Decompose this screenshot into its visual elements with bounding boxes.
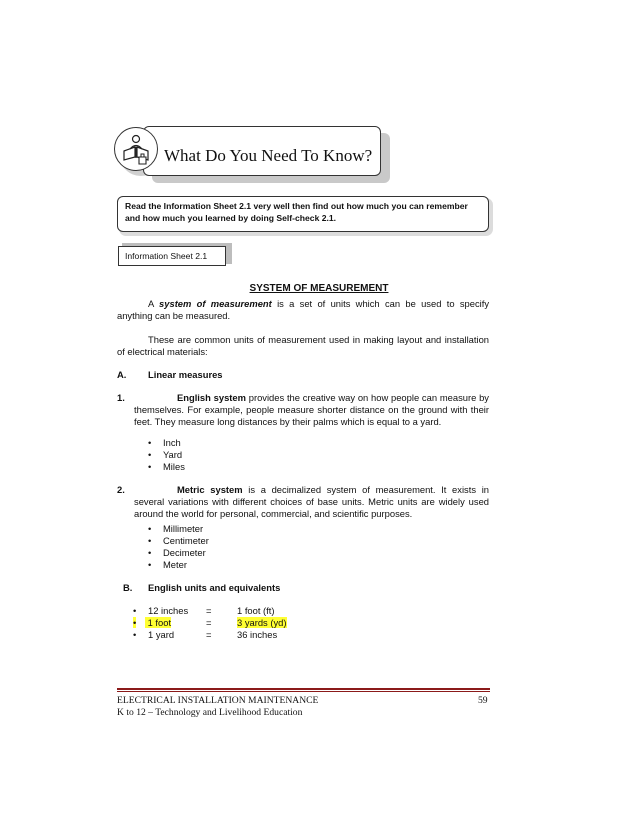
- section-a-letter: A.: [117, 369, 127, 380]
- equals-sign: =: [206, 629, 212, 640]
- book-reading-icon: [114, 127, 158, 171]
- section-b-letter: B.: [123, 582, 133, 593]
- item-2-term: Metric system: [177, 484, 243, 495]
- intro-paragraph-2: These are common units of measurement used in making layout and installation of electrical materials:: [117, 334, 489, 358]
- intro-text-b: is a set of units which can be used to specify anything can be measured.: [117, 298, 490, 322]
- item-2-paragraph: [134, 484, 489, 521]
- section-title: SYSTEM OF MEASUREMENT: [249, 283, 389, 294]
- info-sheet-label: Information Sheet 2.1: [125, 251, 208, 261]
- section-a-title: Linear measures: [148, 369, 223, 380]
- footer-rule: [117, 688, 490, 690]
- equivalent-value: 36 inches: [237, 629, 278, 640]
- item-1-number: 1.: [117, 392, 125, 403]
- equivalent-value: 1 foot (ft): [237, 605, 275, 616]
- section-b-title: English units and equivalents: [148, 582, 281, 593]
- footer-program: K to 12 – Technology and Livelihood Education: [117, 707, 303, 718]
- instruction-text: Read the Information Sheet 2.1 very well then find out how much you can remember and how much you learned by doing Self-check 2.1.: [125, 201, 468, 223]
- section-heading: [0, 278, 638, 296]
- intro-text-a: A: [148, 298, 160, 309]
- item-2-number: 2.: [117, 484, 125, 495]
- equals-sign: =: [206, 605, 212, 616]
- intro-paragraph-1: [117, 298, 489, 322]
- equivalent-value-highlighted: 3 yards (yd): [237, 617, 287, 628]
- item-1-paragraph: [134, 392, 489, 429]
- footer-course: ELECTRICAL INSTALLATION MAINTENANCE: [117, 695, 319, 706]
- equals-sign: =: [206, 617, 212, 628]
- item-1-text: provides the creative way on how people can measure by themselves. For example, people measure shorter distance on the ground with their feet. They measure long distances by their palms which is equal to a yard.: [134, 392, 489, 428]
- item-2-text: is a decimalized system of measurement. It exists in several variations with different choices of base units. Metric units are widely used around the world for personal, commercial, and scientific purposes.: [134, 484, 489, 520]
- page-title: What Do You Need To Know?: [164, 146, 373, 165]
- intro-term: system of measurement: [159, 298, 272, 309]
- footer-rule-thin: [117, 691, 490, 692]
- item-1-term: English system: [177, 392, 246, 403]
- page-number: 59: [478, 695, 488, 706]
